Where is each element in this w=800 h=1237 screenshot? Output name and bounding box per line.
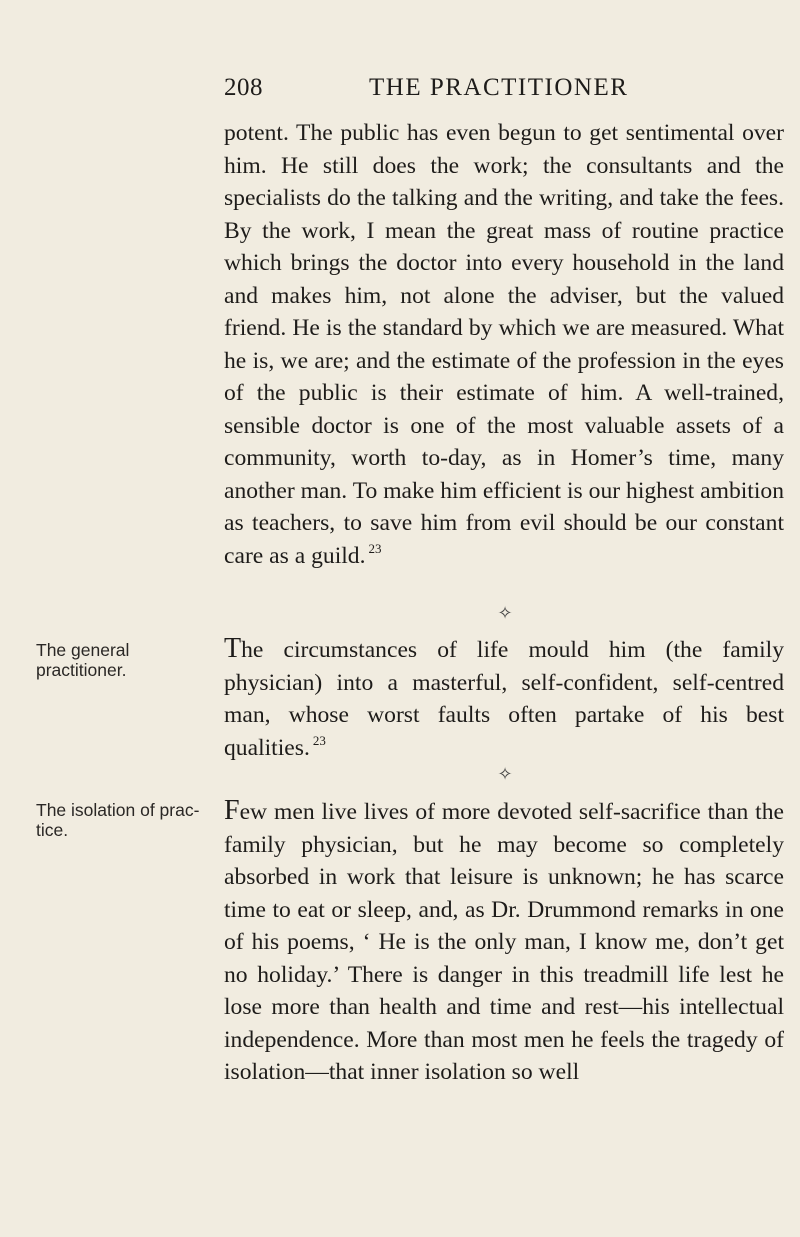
paragraph-2 xyxy=(224,633,784,764)
footnote-ref-1: 23 xyxy=(368,540,382,556)
paragraph-1 xyxy=(224,117,784,572)
paragraph-3 xyxy=(224,795,784,1089)
paragraph-1-text: potent. The public has even begun to get sentimental over him. He still does the work; the consultants and the specialists do the talking and the writing, and take the fees. By the work, I mean the great mass of routine practice which brings the doctor into every household in the land and makes him, not alone the adviser, but the valued friend. He is the standard by which we are measured. What he is, we are; and the estimate of the profession in the eyes of the public is their estimate of him. A well-trained, sensible doctor is one of the most valuable assets of a community, worth to-day, as in Homer’s time, many another man. To make him efficient is our highest ambition as teachers, to save him from evil should be our constant care as a guild. xyxy=(224,120,784,569)
paragraph-3-initial: F xyxy=(224,795,240,826)
paragraph-2-text: he circumstances of life mould him (the family physician) into a masterful, self-confident, self-centred man, whose worst faults often partake of his best qualities. xyxy=(224,637,784,761)
footnote-ref-2: 23 xyxy=(312,732,326,748)
page-header xyxy=(224,74,784,108)
page-number: 208 xyxy=(224,74,263,101)
sidenote-general-practitioner: The general practitioner. xyxy=(36,640,130,680)
running-title: THE PRACTITIONER xyxy=(369,74,629,101)
section-separator-icon: ✧ xyxy=(497,764,513,784)
paragraph-3-text: ew men live lives of more devoted self-sacrifice than the family physician, but he may become so completely absorbed in work that leisure is unknown; he has scarce time to eat or sleep, and, as Dr. Drummond remarks in one of his poems, ‘ He is the only man, I know me, don’t get no holiday.’ There is danger in this treadmill life lest he lose more than health and time and rest—his intellectual independence. More than most men he feels the tragedy of isolation—that inner isolation so well xyxy=(224,799,784,1085)
paragraph-2-initial: T xyxy=(224,633,242,664)
section-separator-icon: ✧ xyxy=(497,603,513,623)
sidenote-isolation-of-practice: The isolation of practice. xyxy=(36,800,200,840)
